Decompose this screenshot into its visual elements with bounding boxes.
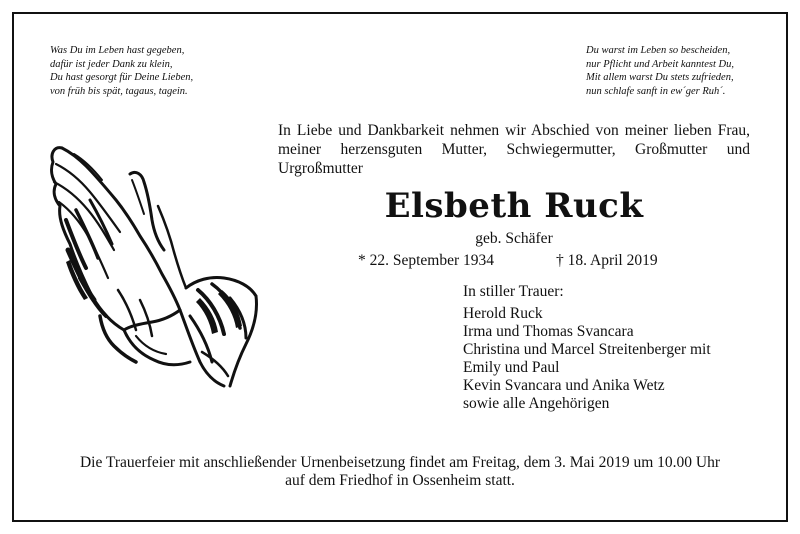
deceased-name: Elsbeth Ruck [384,186,644,226]
list-item: Irma und Thomas Svancara [463,323,634,340]
service-notice [30,454,770,490]
poem-left-line: dafür ist jeder Dank zu klein, [50,58,173,70]
service-line: Die Trauerfeier mit anschließender Urnenbeisetzung findet am Freitag, dem 3. Mai 2019 um 10.00 Uhr [79,454,721,471]
mourners-block [463,283,711,413]
list-item: Herold Ruck [463,305,543,322]
poem-right-line: nur Pflicht und Arbeit kanntest Du, [586,58,734,70]
list-item: Emily und Paul [463,359,560,376]
list-item: Christina und Marcel Streitenberger mit [463,341,711,358]
poem-right [586,44,734,98]
intro-text: In Liebe und Dankbarkeit nehmen wir Abschied von meiner lieben Frau, meiner herzensguten Mutter, Schwiegermutter, Großmutter und Urgroßmutter [278,122,750,177]
poem-left-line: Du hast gesorgt für Deine Lieben, [50,72,194,83]
list-item: Kevin Svancara und Anika Wetz [463,377,665,394]
poem-right-line: nun schlafe sanft in ew´ger Ruh´. [586,85,726,97]
poem-right-line: Mit allem warst Du stets zufrieden, [586,72,734,83]
birth-name: geb. Schäfer [475,230,553,247]
mourners-heading: In stiller Trauer: [463,283,564,300]
poem-left-line: Was Du im Leben hast gegeben, [50,45,185,56]
praying-hands-icon [40,140,265,390]
death-date: † 18. April 2019 [556,252,658,269]
poem-left-line: von früh bis spät, tagaus, tagein. [50,85,188,97]
birth-date: * 22. September 1934 [358,252,495,269]
poem-right-line: Du warst im Leben so bescheiden, [586,45,731,56]
mourners-list [463,305,711,413]
list-item: sowie alle Angehörigen [463,395,610,412]
service-line: auf dem Friedhof in Ossenheim statt. [285,472,515,489]
poem-left [50,44,193,98]
